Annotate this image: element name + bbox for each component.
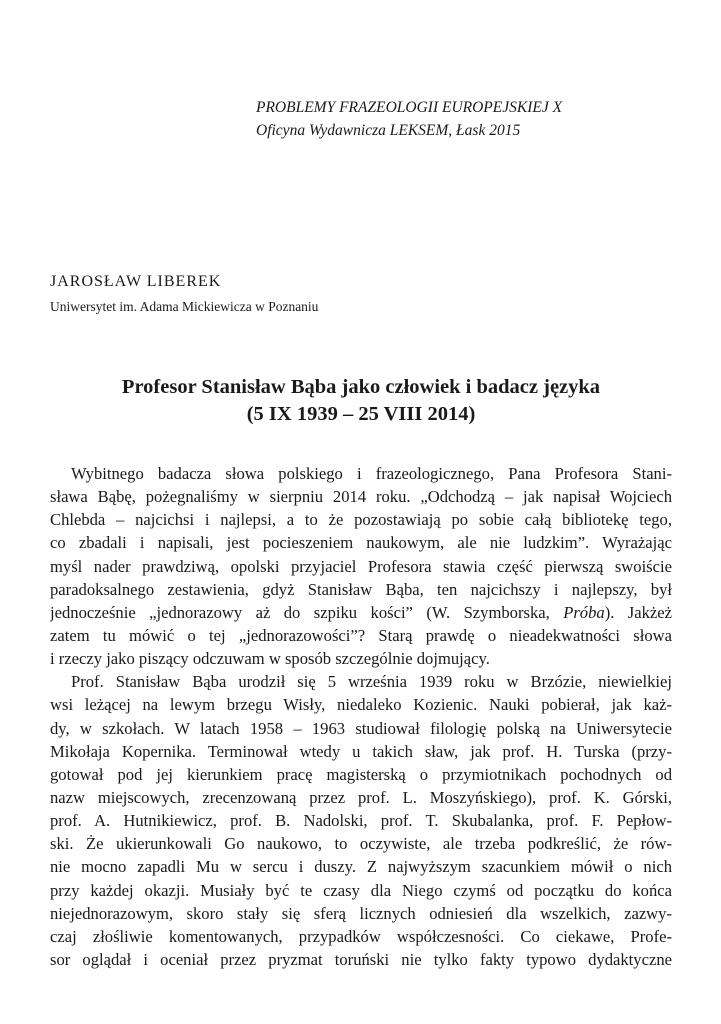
text-line: dy, w szkołach. W latach 1958 – 1963 studiował filologię polską na Uniwersytecie — [50, 718, 672, 738]
text-line: sor oglądał i oceniał przez pryzmat toruński nie tylko fakty typowo dydaktyczne — [50, 949, 672, 969]
title-line-2: (5 IX 1939 – 25 VIII 2014) — [246, 403, 476, 425]
series-title: PROBLEMY FRAZEOLOGII EUROPEJSKIEJ X — [256, 99, 563, 116]
text-line: sława Bąbę, pożegnaliśmy w sierpniu 2014 roku. „Odchodzą – jak napisał Wojciech — [50, 487, 672, 507]
text-line: gotował pod jej kierunkiem pracę magisterską o przymiotnikach pochodnych od — [50, 764, 672, 784]
italic-title: Próba — [563, 602, 605, 622]
text-line: czaj złośliwie komentowanych, przypadków współczesności. Co ciekawe, Profe- — [50, 926, 672, 946]
text-line: przy każdej okazji. Musiały być te czasy dla Niego czymś od początku do końca — [50, 880, 672, 900]
text-segment: ). Jakżeż — [604, 602, 672, 622]
text-line: Chlebda – najcichsi i najlepsi, a to że pozostawiają po sobie całą bibliotekę tego, — [50, 510, 672, 530]
text-line: Prof. Stanisław Bąba urodził się 5 września 1939 roku w Brzózie, niewielkiej — [71, 672, 672, 692]
publisher-line: Oficyna Wydawnicza LEKSEM, Łask 2015 — [256, 122, 521, 139]
text-line: ski. Że ukierunkowali Go naukowo, to oczywiste, ale trzeba podkreślić, że rów- — [50, 834, 672, 854]
text-line: myśl nader prawdziwą, opolski przyjaciel Profesora stawia część pierwszą swoiście — [50, 556, 672, 576]
text-segment: jednocześnie „jednorazowy aż do szpiku kości” (W. Szymborska, — [50, 602, 564, 622]
text-line: nazw miejscowych, zrecenzowaną przez prof. L. Moszyńskiego), prof. K. Górski, — [50, 787, 672, 807]
article-title — [50, 374, 672, 428]
text-line: Mikołaja Kopernika. Terminował wtedy u takich sław, jak prof. H. Turska (przy- — [50, 741, 672, 761]
author-affiliation: Uniwersytet im. Adama Mickiewicza w Poznaniu — [50, 299, 319, 314]
text-line: i rzeczy jako piszący odczuwam w sposób szczególnie dojmujący. — [50, 649, 490, 669]
text-line: niejednorazowym, skoro stały się sferą licznych odniesień dla wszelkich, zazwy- — [50, 903, 672, 923]
article-body — [50, 462, 672, 971]
text-line: paradoksalnego zestawienia, gdyż Stanisław Bąba, ten najcichszy i najlepszy, był — [50, 579, 672, 599]
title-line-1: Profesor Stanisław Bąba jako człowiek i badacz języka — [121, 376, 601, 398]
text-line-with-italic — [50, 601, 672, 624]
text-line: nie mocno zapadli Mu w sercu i duszy. Z najwyższym szacunkiem mówił o nich — [50, 857, 672, 877]
text-line: zatem tu mówić o tej „jednorazowości”? Starą prawdę o nieadekwatności słowa — [50, 625, 672, 645]
running-header — [256, 96, 562, 142]
text-line: co zbadali i napisali, jest pocieszeniem naukowym, ale nie ludzkim”. Wyrażając — [50, 533, 672, 553]
text-line: wsi leżącej na lewym brzegu Wisły, niedaleko Kozienic. Nauki pobierał, jak każ- — [50, 695, 672, 715]
text-line: prof. A. Hutnikiewicz, prof. B. Nadolski, prof. T. Skubalanka, prof. F. Pepłow- — [50, 811, 672, 831]
author-name: JAROSŁAW LIBEREK — [50, 273, 222, 290]
text-line: Wybitnego badacza słowa polskiego i frazeologicznego, Pana Profesora Stani- — [71, 464, 672, 483]
